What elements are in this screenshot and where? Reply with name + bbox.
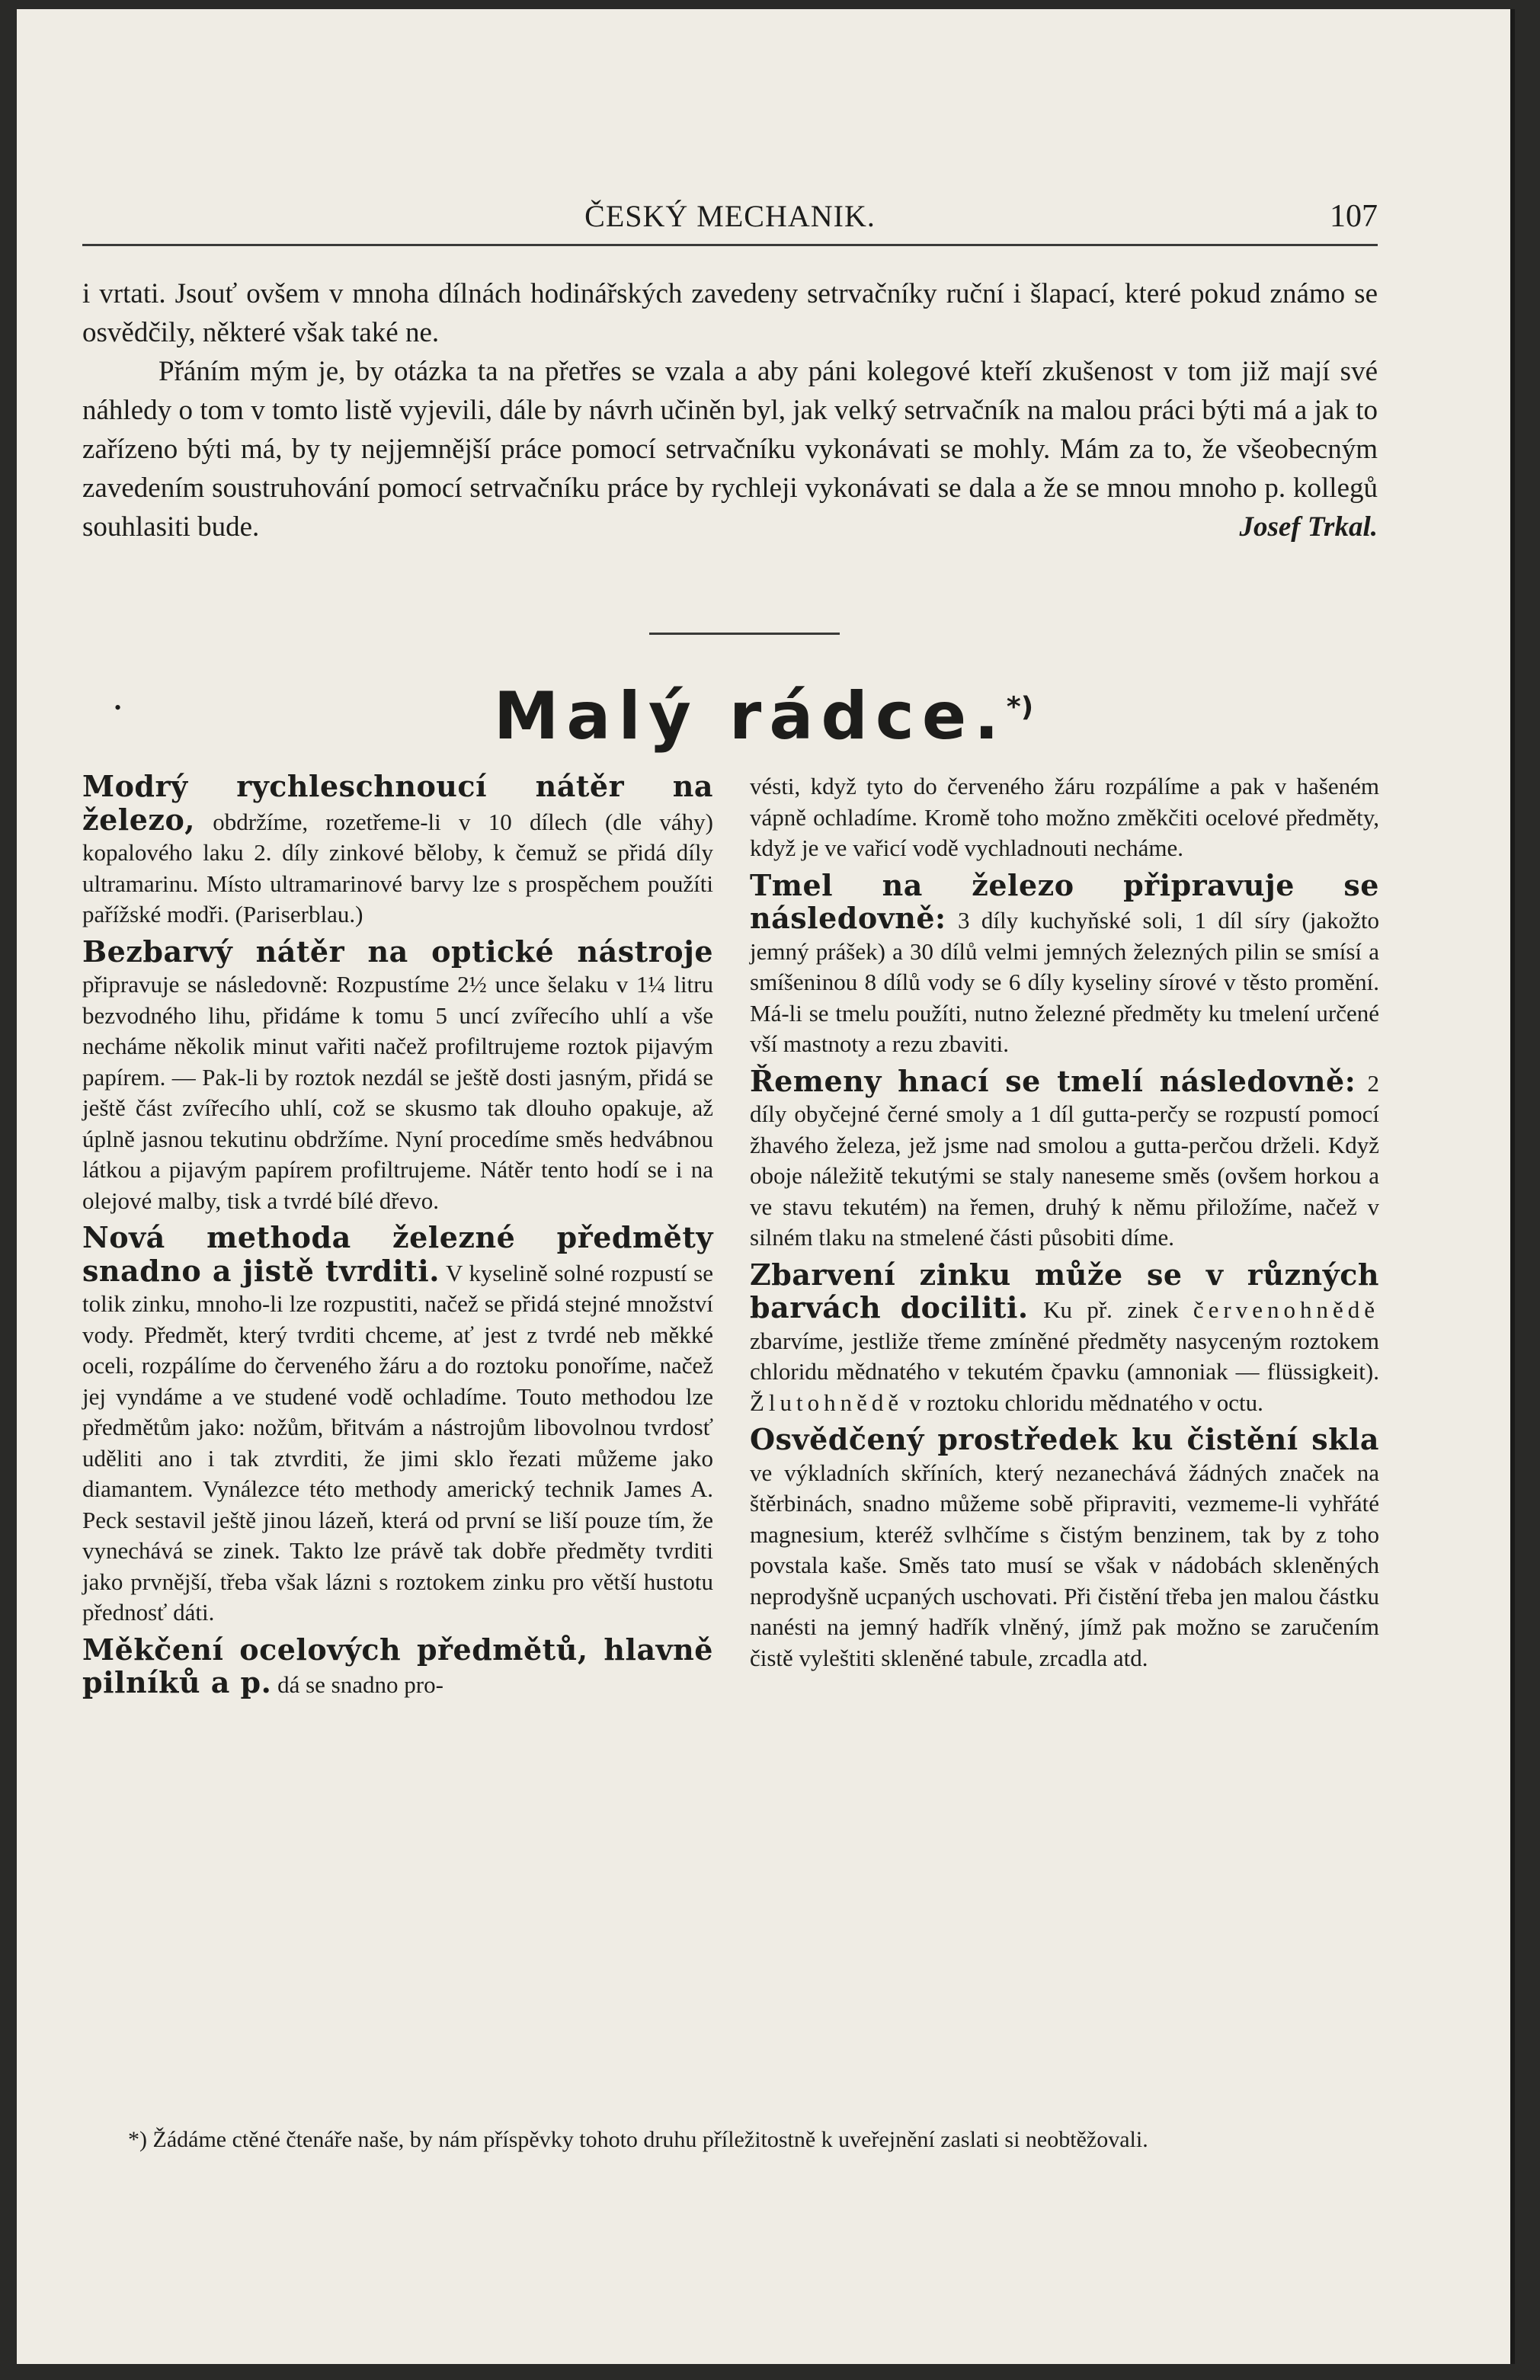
tip-optical-varnish: [82, 934, 713, 1217]
tip-text: 3 díly kuchyňské soli, 1 díl síry (jakožto jemný prášek) a 30 dílů velmi jemných železných pilin se smísí a smíšeninou 8 dílů vody se 6 díly kyseliny sírové v těsto promění. Má-li se tmelu použíti, nutno železné předměty ku tmelení určené vší mastnoty a rezu zbaviti.: [750, 907, 1379, 1057]
tip-glass-cleaner: [750, 1424, 1379, 1674]
spaced-word: červenohnědě: [1193, 1296, 1379, 1323]
section-title: [17, 678, 1510, 754]
tip-title: Tmel na železo připravuje se následovně:: [750, 867, 1379, 935]
intro-paragraph-1: i vrtati. Jsouť ovšem v mnoha dílnách hodinářských zavedeny setrvačníky ruční i šlapací, které pokud známo se osvědčily, některé však také ne.: [82, 278, 1378, 348]
tip-title: Osvědčený prostředek ku čistění skla: [750, 1422, 1379, 1456]
tip-text: v roztoku chloridu mědnatého v octu.: [903, 1389, 1263, 1416]
left-column: [82, 771, 713, 1707]
tip-title: Nová methoda železné předměty snadno a jistě tvrditi.: [82, 1220, 713, 1288]
tip-iron-cement: [750, 867, 1379, 1060]
page-number: 107: [1330, 199, 1378, 234]
stray-dot: •: [114, 697, 122, 719]
section-title-text: Malý rádce.: [493, 678, 1007, 754]
intro-paragraph-2-text: Přáním mým je, by otázka ta na přetřes se vzala a aby páni kolegové kteří zkušenost v tom již mají své náhledy o tom v tomto listě vyjevili, dále by návrh učiněn byl, jak velký setrvačník na malou práci býti má a jak to zařízeno býti má, by ty nejjemnější práce pomocí setrvačníku vykonávati se mohly. Mám za to, že všeobecným zavedením soustruhování pomocí setrvačníku práce by rychleji vykonávati se dala a že se mnou mnoho p. kollegů souhlasiti bude.: [82, 356, 1378, 543]
tip-text: zbarvíme, jestliže třeme zmíněné předměty nasyceným roztokem chloridu mědnatého v tekutém čpavku (amnoniak — flüssigkeit).: [750, 1327, 1379, 1385]
footnote-marker: *): [1006, 691, 1034, 723]
tip-belt-cement: [750, 1063, 1379, 1254]
running-title: ČESKÝ MECHANIK.: [584, 199, 876, 233]
tip-text: vésti, když tyto do červeného žáru rozpálíme a pak v hašeném vápně ochladíme. Kromě toho možno změkčiti ocelové předměty, když je ve vařicí vodě vychladnouti necháme.: [750, 773, 1379, 861]
right-column: [750, 771, 1379, 1680]
tip-hardening-method: [82, 1222, 713, 1629]
spaced-word: Žlutohnědě: [750, 1389, 904, 1416]
tip-text: Ku př. zinek: [1028, 1296, 1193, 1323]
tip-title: Měkčení ocelových předmětů, hlavně pilníků a p.: [82, 1632, 713, 1699]
tip-zinc-coloring: [750, 1257, 1379, 1419]
tip-title: Modrý rychleschnoucí nátěr na železo,: [82, 769, 713, 837]
tip-softening-steel: [82, 1632, 713, 1701]
footnote: *) Žádáme ctěné čtenáře naše, by nám příspěvky tohoto druhu příležitostně k uveřejnění zaslati si neobtěžovali.: [128, 2127, 1148, 2152]
tip-text: ve výkladních skříních, který nezanechává žádných značek na štěrbinách, snadno můžeme sobě připraviti, vezmeme-li vyhřáté magnesium, kteréž svlhčíme s čistým benzinem, tak by z toho povstala kaše. Směs tato musí se však v nádobách skleněných neprodyšně ucpaných uschovati. Při čistění třeba jen malou částku nanésti na jemný hadřík vlněný, jímž pak možno se zaručením čistě vyleštiti skleněné tabule, zrcadla atd.: [750, 1459, 1379, 1671]
intro-paragraph-2: [82, 352, 1378, 546]
journal-page: [17, 9, 1515, 2364]
author-signature: Josef Trkal.: [1239, 511, 1378, 543]
tip-title: Zbarvení zinku může se v různých barvách dociliti.: [750, 1257, 1379, 1325]
tip-text: dá se snadno pro-: [271, 1671, 443, 1698]
tip-text: V kyselině solné rozpustí se tolik zinku, mnoho-li lze rozpustiti, načež se přidá stejné množství vody. Předmět, který tvrditi chceme, ať jest z tvrdé neb měkké oceli, rozpálíme do červeného žáru a do roztoku ponoříme, načež jej vyndáme a ve studené vodě ochladíme. Touto methodou lze předmětům jako: nožům, břitvám a nástrojům libovolnou tvrdosť uděliti ano i tak ztvrditi, že jimi sklo řezati můžeme jako diamantem. Vynálezce této methody americký technik James A. Peck sestavil ještě jinou lázeň, která od první se liší pouze tím, že vynechává se zinek. Takto lze právě tak dobře předměty tvrditi jako prvnější, třeba však lázni s roztokem zinku pro větší hustotu přednosť dáti.: [82, 1259, 713, 1626]
section-divider: [649, 633, 840, 635]
tip-text: obdržíme, rozetřeme-li v 10 dílech (dle váhy) kopalového laku 2. díly zinkové běloby, k čemuž se přidá díly ultramarinu. Místo ultramarinové barvy lze s prospěchem použíti pařížské modři. (Pariserblau.): [82, 808, 713, 927]
intro-article-end: [82, 274, 1378, 546]
tip-text: připravuje se následovně: Rozpustíme 2½ unce šelaku v 1¼ litru bezvodného lihu, přidáme k tomu 5 uncí zvířecího uhlí a vše necháme několik minut vařiti načež profiltrujeme roztok pijavým papírem. — Pak-li by roztok nezdál se ještě dosti jasným, přidá se ještě část zvířecího uhlí, což se skusmo tak dlouho opakuje, až úplně jasnou tekutinu obdržíme. Nyní procedíme směs hedvábnou látkou a pijavým papírem profiltrujeme. Nátěr tento hodí se i na olejové malby, tisk a tvrdé bílé dřevo.: [82, 971, 713, 1214]
tip-title: Bezbarvý nátěr na optické nástroje: [82, 934, 713, 969]
tip-title: Řemeny hnací se tmelí následovně:: [750, 1063, 1356, 1098]
tip-blue-coating: [82, 771, 713, 931]
tip-softening-continued: [750, 771, 1379, 864]
tip-text: 2 díly obyčejné černé smoly a 1 díl gutta-perčy se rozpustí pomocí žhavého železa, jež jsme nad smolou a gutta-perčou drželi. Když oboje náležitě tekutými se staly naneseme směs (ovšem horkou a ve stavu tekutém) na řemen, druhý k němu přiložíme, načež v silném tlaku na stmelené části působiti díme.: [750, 1069, 1379, 1251]
page-header: [82, 198, 1378, 246]
